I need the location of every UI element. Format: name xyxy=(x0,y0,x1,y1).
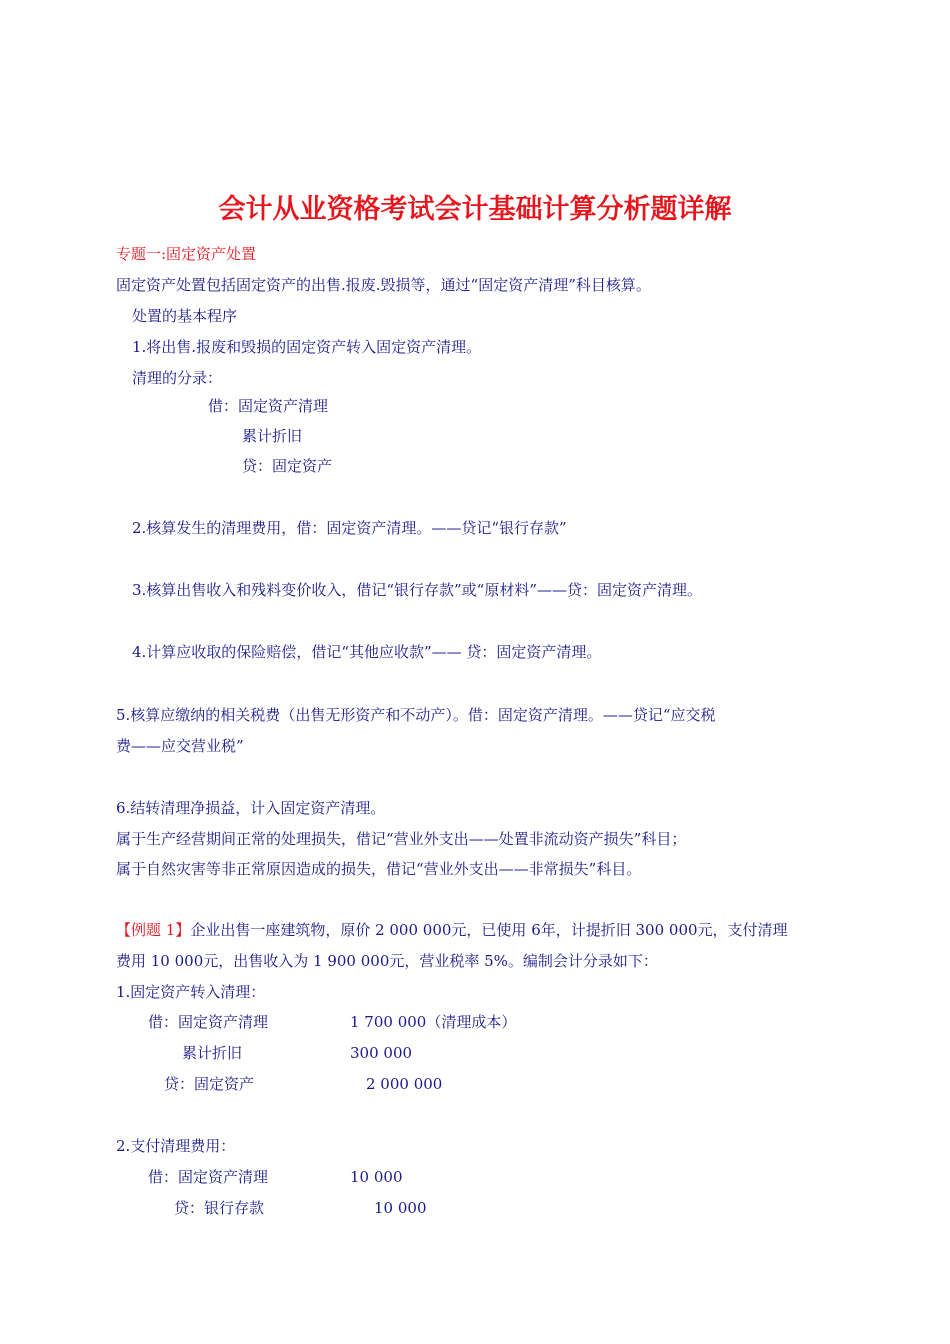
part-1-credit: 贷：固定资产 xyxy=(164,1075,255,1093)
example-1-line-1 xyxy=(116,920,788,940)
entry-debit: 借：固定资产清理 xyxy=(208,397,329,415)
step-5-line-2: 费——应交营业税” xyxy=(116,737,244,755)
intro-paragraph: 固定资产处置包括固定资产的出售.报废.毁损等，通过“固定资产清理”科目核算。 xyxy=(116,276,651,294)
part-2-credit: 贷：银行存款 xyxy=(174,1199,265,1217)
step-1: 1.将出售.报废和毁损的固定资产转入固定资产清理。 xyxy=(132,338,482,356)
entry-debit-2: 累计折旧 xyxy=(242,427,303,445)
part-1-debit: 借：固定资产清理 xyxy=(148,1013,269,1031)
part-1-credit-amount: 2 000 000 xyxy=(366,1075,443,1093)
step-6-normal-loss: 属于生产经营期间正常的处理损失，借记“营业外支出——处置非流动资产损失”科目； xyxy=(116,830,687,848)
example-text-1: 企业出售一座建筑物，原价 2 000 000元，已使用 6年，计提折旧 300 000元，支付清理 xyxy=(190,921,788,939)
part-1-debit-2-amount: 300 000 xyxy=(350,1044,413,1062)
step-3: 3.核算出售收入和残料变价收入，借记“银行存款”或“原材料”——贷：固定资产清理。 xyxy=(132,581,702,599)
part-2-heading: 2.支付清理费用： xyxy=(116,1137,236,1155)
document-title: 会计从业资格考试会计基础计算分析题详解 xyxy=(218,194,732,225)
step-4: 4.计算应收取的保险赔偿，借记“其他应收款”—— 贷：固定资产清理。 xyxy=(132,643,602,661)
step-6: 6.结转清理净损益，计入固定资产清理。 xyxy=(116,799,386,817)
part-1-debit-2: 累计折旧 xyxy=(182,1044,243,1062)
part-2-credit-amount: 10 000 xyxy=(374,1199,427,1217)
part-2-debit: 借：固定资产清理 xyxy=(148,1168,269,1186)
procedure-heading: 处置的基本程序 xyxy=(132,307,238,325)
entry-credit: 贷：固定资产 xyxy=(242,457,333,475)
part-1-debit-amount: 1 700 000（清理成本） xyxy=(350,1013,517,1031)
example-1-line-2: 费用 10 000元，出售收入为 1 900 000元，营业税率 5%。编制会计分录如下： xyxy=(116,952,658,970)
step-5-line-1: 5.核算应缴纳的相关税费（出售无形资产和不动产）。借：固定资产清理。——贷记“应交税 xyxy=(116,706,716,724)
entry-heading: 清理的分录： xyxy=(132,369,223,387)
step-2: 2.核算发生的清理费用，借：固定资产清理。——贷记“银行存款” xyxy=(132,519,567,537)
step-6-abnormal-loss: 属于自然灾害等非正常原因造成的损失，借记“营业外支出——非常损失”科目。 xyxy=(116,860,642,878)
part-2-debit-amount: 10 000 xyxy=(350,1168,403,1186)
part-1-heading: 1.固定资产转入清理： xyxy=(116,983,266,1001)
topic-heading: 专题一:固定资产处置 xyxy=(116,245,257,263)
example-label: 【例题 1】 xyxy=(116,921,191,939)
